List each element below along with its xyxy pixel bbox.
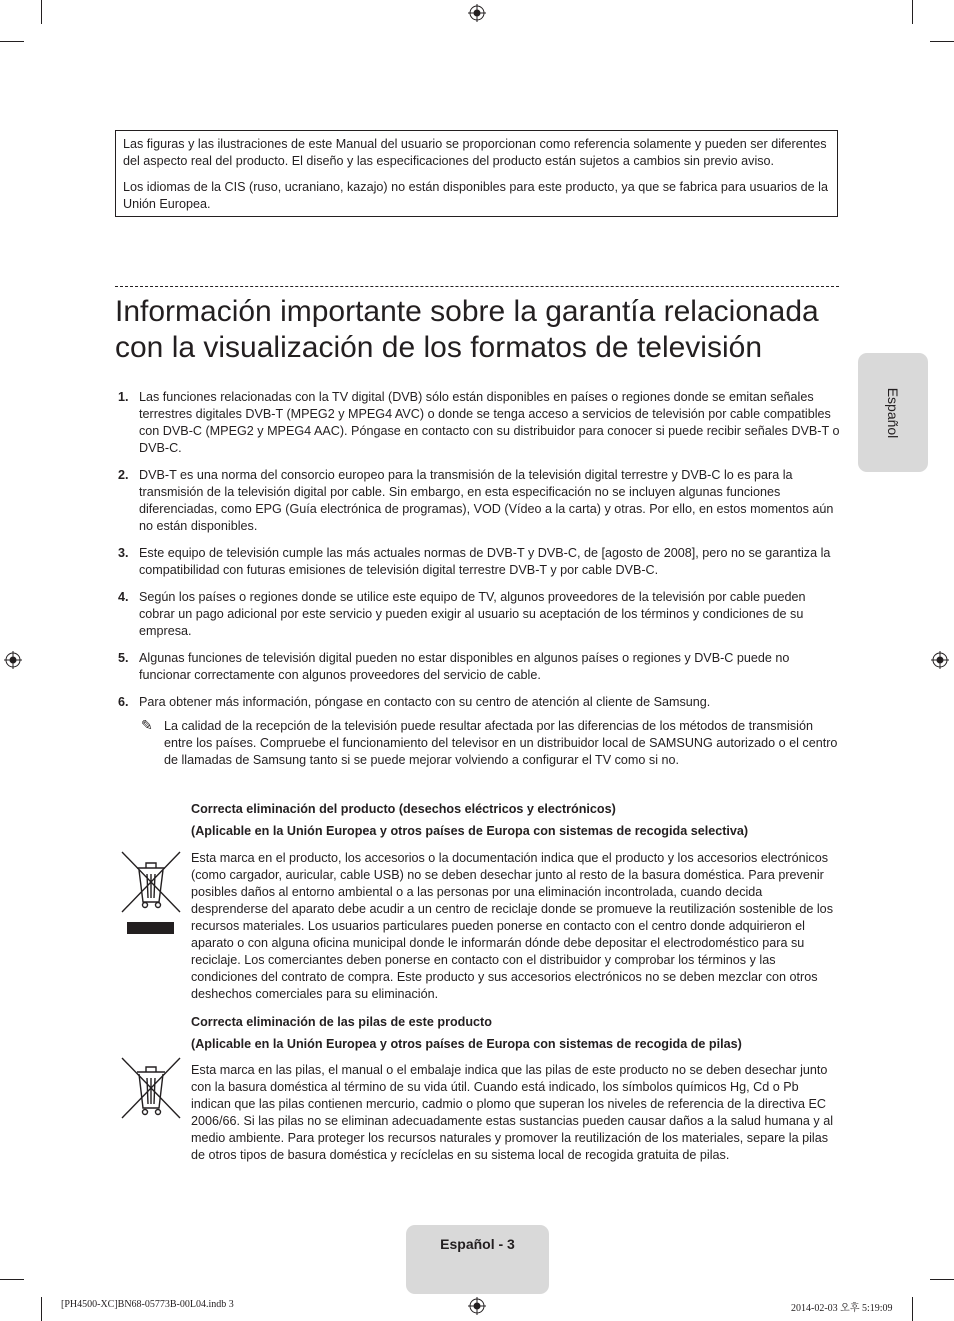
list-item-number: 1. [118,390,129,404]
page-number: Español - 3 [440,1236,515,1252]
list-item-number: 3. [118,546,129,560]
registration-mark-icon [931,651,949,669]
crop-mark [41,1297,42,1321]
crop-mark [0,41,24,42]
weee-title: Correcta eliminación del producto (desechos eléctricos y electrónicos) [191,802,616,816]
weee-subtitle: (Aplicable en la Unión Europea y otros países de Europa con sistemas de recogida selectiva) [191,824,749,838]
registration-mark-icon [468,1297,486,1315]
page-number-tab [406,1225,549,1294]
notice-paragraph: Los idiomas de la CIS (ruso, ucraniano, kazajo) no están disponibles para este producto, ya que se fabrica para usuarios de la Unión Europea. [123,180,828,211]
print-slug-file: [PH4500-XC]BN68-05773B-00L04.indb 3 [61,1299,234,1310]
weee-body: Esta marca en el producto, los accesorios o la documentación indica que el producto y los accesorios electrónicos (como cargador, auricular, cable USB) no se deben desechar junto al resto de la basura doméstica. Para prevenir posibles daños al entorno ambiental o a las personas por una eliminación incontrolada, cuando decida desprenderse del aparato debe acudir a un centro de reciclaje donde se promueve la reutilización sostenible de los recursos materiales. Los usuarios particulares pueden ponerse en contacto con el centro donde adquirieron el aparato o con alguna oficina municipal donde le informarán dónde debe depositar el electrodoméstico para su reciclaje. Los comerciantes deben ponerse en contacto con el distribuidor y comprobar los términos y las condiciones del contrato de compra. Este producto y sus accesorios electrónicos no se deben mezclar con otros deshechos comerciales para su eliminación. [191,851,833,1001]
crop-mark [912,0,913,24]
dashed-divider [115,286,839,287]
note-text: La calidad de la recepción de la televisión puede resultar afectada por las diferencias de los métodos de transmisión entre los países. Compruebe el funcionamiento del televisor en un distribuidor local de SAMSUNG autorizado o el centro de llamadas de Samsung tanto si se puede mejorar volviendo a configurar el TV como si no. [164,719,838,767]
crossed-battery-bin-icon [120,1056,182,1122]
list-item-text: Las funciones relacionadas con la TV digital (DVB) sólo están disponibles en países o regiones donde se emitan señales terrestres digitales DVB-T (MPEG2 y MPEG4 AVC) o donde se tenga acceso a servicios de televisión por cable compatibles con DVB-C (MPEG2 y MPEG4 AAC). Póngase en contacto con su distribuidor para conocer si puede recibir señales DVB-T o DVB-C. [139,390,840,455]
crop-mark [41,0,42,24]
crop-mark [0,1279,24,1280]
language-side-tab [858,353,928,472]
list-item-number: 2. [118,468,129,482]
registration-mark-icon [4,651,22,669]
list-item-text: Algunas funciones de televisión digital pueden no estar disponibles en algunos países o regiones y DVB-C puede no funcionar correctamente con algunos proveedores del servicio de cable. [139,651,790,682]
registration-mark-icon [468,4,486,22]
warranty-list [115,389,840,779]
list-item-number: 5. [118,651,129,665]
list-item [115,650,840,684]
battery-body: Esta marca en las pilas, el manual o el embalaje indica que las pilas de este producto no se deben desechar junto con la basura doméstica al término de su vida útil. Cuando está indicado, los símbolos químicos Hg, Cd o Pb indican que las pilas contienen mercurio, cadmio o plomo que superan los niveles de referencia de la directiva EC 2006/66. Si las pilas no se eliminan adecuadamente estas sustancias pueden causar daños a la salud humana y al medio ambiente. Para proteger los recursos naturales y promover la reutilización de los materiales, separe la pilas de otros tipos de basura doméstica y recíclelas en su sistema local de recogida gratuita de pilas. [191,1063,833,1162]
crossed-bin-icon [120,850,182,936]
note [139,718,840,769]
language-side-tab-label: Español [885,387,901,438]
print-slug-date: 2014-02-03 오후 5:19:09 [791,1303,893,1314]
page-title [115,294,855,366]
battery-subtitle: (Aplicable en la Unión Europea y otros países de Europa con sistemas de recogida de pilas) [191,1037,742,1051]
crop-mark [930,41,954,42]
list-item [115,694,840,769]
list-item-text: Este equipo de televisión cumple las más actuales normas de DVB-T y DVB-C, de [agosto de 2008], pero no se garantiza la compatibilidad con futuras emisiones de televisión digital terrestre DVB-T y por cable DVB-C. [139,546,831,577]
list-item [115,389,840,457]
list-item-number: 6. [118,695,129,709]
list-item [115,545,840,579]
page-title-line: Información importante sobre la garantía relacionada [115,295,819,328]
crop-mark [930,1279,954,1280]
list-item [115,589,840,640]
list-item-text: Según los países o regiones donde se utilice este equipo de TV, algunos proveedores de la televisión por cable pueden cobrar un pago adicional por este servicio y pueden exigir al usuario su aceptación de los términos y condiciones de su empresa. [139,590,806,638]
list-item-text: Para obtener más información, póngase en contacto con su centro de atención al cliente de Samsung. [139,695,711,709]
pencil-note-icon: ✎ [141,717,153,733]
notice-box [115,130,838,217]
battery-title: Correcta eliminación de las pilas de este producto [191,1015,492,1029]
list-item-number: 4. [118,590,129,604]
crop-mark [912,1297,913,1321]
page-title-line: con la visualización de los formatos de televisión [115,331,763,364]
list-item [115,467,840,535]
notice-paragraph: Las figuras y las ilustraciones de este Manual del usuario se proporcionan como referencia solamente y pueden ser diferentes del aspecto real del producto. El diseño y las especificaciones del producto están sujetos a cambios sin previo aviso. [123,137,827,168]
list-item-text: DVB-T es una norma del consorcio europeo para la transmisión de la televisión digital terrestre y DVB-C lo es para la transmisión de la televisión digital por cable. Sin embargo, en esta especificación no se incluyen algunas funciones diferenciadas, como EPG (Guía electrónica de programas), VOD (Vídeo a la carta) y otras. Por ello, en estos momentos aún no están disponibles. [139,468,834,533]
